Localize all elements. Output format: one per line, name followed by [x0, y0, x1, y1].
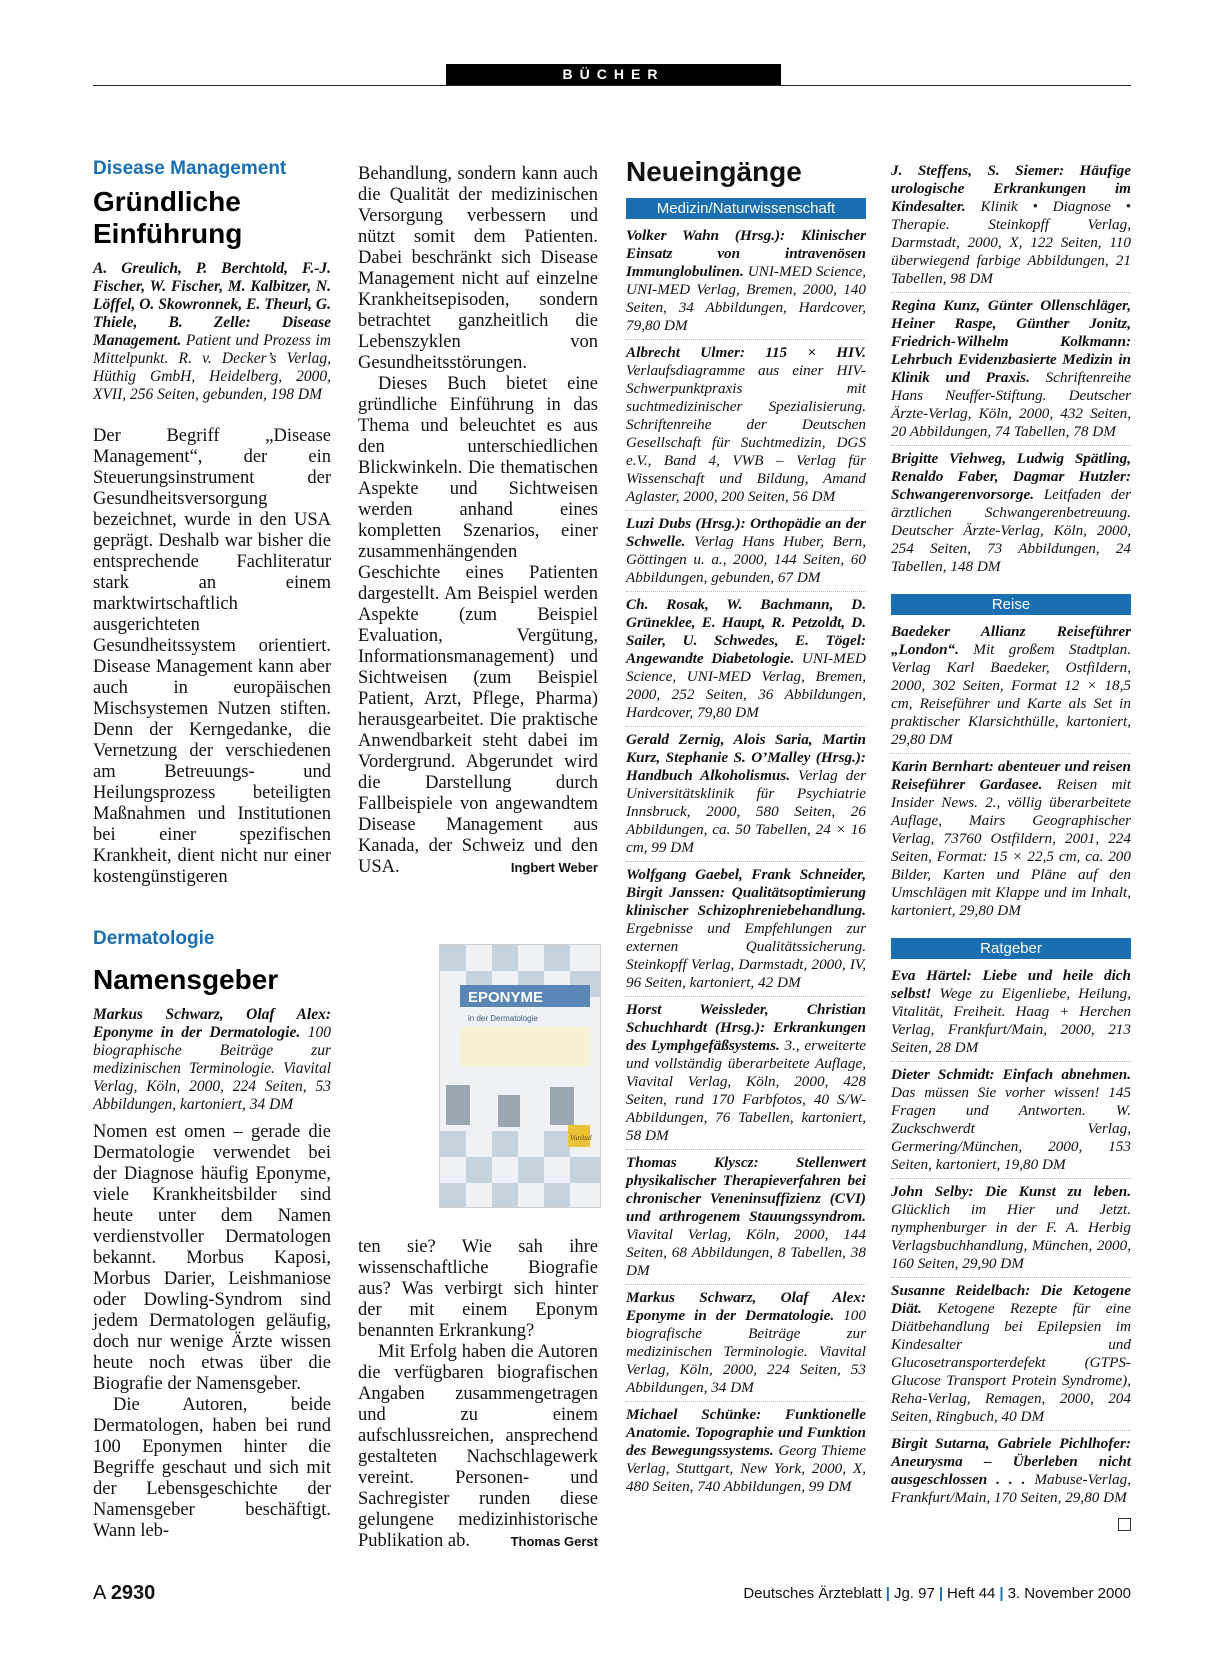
article1-col1	[93, 158, 331, 888]
separator: |	[938, 1585, 944, 1602]
book-entry-details: Georg Thieme Verlag, Stuttgart, New York, 2000, X, 480 Seiten, 740 Abbildungen, 99 DM	[626, 1442, 866, 1495]
book-list-ratgeber	[891, 967, 1131, 1511]
book-entry-author-title: Brigitte Viehweg, Ludwig Spätling, Renaldo Faber, Dagmar Hutzler: Schwangerenvorsorge.	[891, 450, 1131, 503]
book-entry-author-title: Albrecht Ulmer: 115 × HIV.	[626, 344, 866, 361]
book-entry-author-title: Regina Kunz, Günter Ollenschläger, Heiner Raspe, Günther Jonitz, Friedrich-Wilhelm Kolkmann: Lehrbuch Evidenzbasierte Medizin in Klinik und Praxis.	[891, 297, 1131, 386]
book-entry	[891, 967, 1131, 1062]
book-entry	[626, 866, 866, 997]
book-entry-details: Ketogene Rezepte für eine Diätbehandlung bei Epilepsien im Kindesalter und Glucosetransporterdefekt (GTPS-Glucose Transport Protein Syndrome), Reha-Verlag, Remagen, 2000, 204 Seiten, Ringbuch, 40 DM	[891, 1300, 1131, 1425]
section-bar-reise: Reise	[891, 594, 1131, 615]
section-bar-medizin: Medizin/Naturwissenschaft	[626, 198, 866, 219]
book-entry-details: UNI-MED Science, UNI-MED Verlag, Bremen, 2000, 252 Seiten, 36 Abbildungen, Hardcover, 79,80 DM	[626, 650, 866, 721]
book-entry-author-title: Karin Bernhart: abenteuer und reisen Reiseführer Gardasee.	[891, 758, 1131, 793]
book-entry-details: Das müssen Sie vorher wissen! 145 Fragen und Antworten. W. Zuckschwerdt Verlag, Germering/München, 2000, 153 Seiten, kartoniert, 19,80 DM	[891, 1084, 1131, 1173]
book-entry-details: Wege zu Eigenliebe, Heilung, Vitalität, Freiheit. Haag + Herchen Verlag, Frankfurt/Main, 2000, 213 Seiten, 28 DM	[891, 985, 1131, 1056]
article1-body-col2	[358, 164, 598, 878]
article2-body-col1	[93, 1122, 331, 1542]
book-entry-author-title: Susanne Reidelbach: Die Ketogene Diät.	[891, 1282, 1131, 1317]
book-entry	[626, 1001, 866, 1150]
book-entry	[626, 1406, 866, 1500]
book-entry-author-title: Volker Wahn (Hrsg.): Klinischer Einsatz von intravenösen Immunglobulinen.	[626, 227, 866, 280]
book-list-reise	[891, 623, 1131, 924]
page-number	[93, 1582, 155, 1605]
book-entry-author-title: Gerald Zernig, Alois Saria, Martin Kurz, Stephanie S. O’Malley (Hrsg.): Handbuch Alkoholismus.	[626, 731, 866, 784]
book-entry-author-title: Thomas Klyscz: Stellenwert physikalischer Therapieverfahren bei chronischer Veneninsuffizienz (CVI) und arthrogenem Stauungssyndrom.	[626, 1154, 866, 1225]
book-list-medizin-cont	[891, 162, 1131, 580]
book-entry	[626, 1154, 866, 1285]
article2-bibliography	[93, 1006, 331, 1114]
page-number-value: 2930	[110, 1582, 156, 1604]
section-bar-ratgeber: Ratgeber	[891, 938, 1131, 959]
article2-kicker: Dermatologie	[93, 928, 215, 949]
book-cover-image	[439, 944, 601, 1208]
article1-bib-details: Patient und Prozess im Mittelpunkt. R. v. Decker’s Verlag, Hüthig GmbH, Heidelberg, 2000, XVII, 256 Seiten, gebunden, 198 DM	[93, 332, 331, 403]
article2-body-col2	[358, 1237, 598, 1552]
book-entry	[891, 758, 1131, 924]
article2-paragraph: Mit Erfolg haben die Autoren die verfügbaren biografischen Angaben zusammengetragen und zu einem aufschlussreichen, ansprechend gestalteten Nachschlagewerk vereint. Personen- und Sachregister runden diese gelungene medizinhistorische Publikation ab.	[358, 1342, 598, 1551]
article1-bib-authors: A. Greulich, P. Berchtold, F.-J. Fischer, W. Fischer, M. Kalbitzer, N. Löffel, O. Skowronnek, E. Theurl, G. Thiele, B. Zelle: Disease Management.	[93, 260, 331, 349]
journal-issue: Heft 44	[947, 1585, 996, 1602]
article2-col1	[93, 928, 331, 1542]
separator: |	[999, 1585, 1004, 1602]
book-entry	[891, 1282, 1131, 1431]
book-entry	[891, 162, 1131, 293]
book-entry-details: Verlaufsdiagramme aus einer HIV-Schwerpunktpraxis mit suchtmedizinischer Spezialisierung. Schriftenreihe der Deutschen Gesellschaft für Suchtmedizin, DGS e.V., Band 4, VWB – Verlag für Wissenschaft und Bildung, Amand Aglaster, 2000, 200 Seiten, 56 DM	[626, 362, 866, 505]
separator: |	[885, 1585, 890, 1602]
article2-paragraph: Nomen est omen – gerade die Dermatologie verwendet bei der Diagnose häufig Eponyme, viele Krankheitsbilder sind heute unter dem Namen verdienstvoller Dermatologen bekannt. Morbus Kaposi, Morbus Darier, Leishmaniose oder Dowling-Syndrom sind jedem Dermatologen geläufig, doch nur wenige Ärzte wissen heute noch etwas über die Biografie der Namensgeber.	[93, 1122, 331, 1394]
book-entry	[891, 1066, 1131, 1179]
book-entry-details: Schriftenreihe Hans Neuffer-Stiftung. Deutscher Ärzte-Verlag, Köln, 2000, 432 Seiten, 20 Abbildungen, 74 Tabellen, 78 DM	[891, 369, 1131, 440]
book-entry-details: Reisen mit Insider News. 2., völlig überarbeitete Auflage, Mairs Geographischer Verlag, 73760 Ostfildern, 2001, 224 Seiten, Format: 15 × 22,5 cm, ca. 200 Bilder, Karten und Pläne auf den Umschlägen mit Klappe und im Inhalt, kartoniert, 29,80 DM	[891, 776, 1131, 919]
book-cover-title: EPONYME	[468, 989, 544, 1006]
book-entry-details: Leitfaden der ärztlichen Schwangerenbetreuung. Deutscher Ärzte-Verlag, Köln, 2000, 254 Seiten, 73 Abbildungen, 24 Tabellen, 148 DM	[891, 486, 1131, 575]
end-of-article-mark	[1118, 1518, 1131, 1531]
article1-paragraph: Behandlung, sondern kann auch die Qualität der medizinischen Versorgung verbessern und nützt somit dem Patienten. Dabei beschränkt sich Disease Management nicht auf einzelne Krankheitsepisoden, sondern betrachtet ganzheitlich die Lebenszyklen von Gesundheitsstörungen.	[358, 164, 598, 373]
book-cover-graphic	[440, 945, 600, 1207]
book-entry-details: Mabuse-Verlag, Frankfurt/Main, 170 Seiten, 29,80 DM	[891, 1471, 1131, 1506]
book-entry-author-title: Eva Härtel: Liebe und heile dich selbst!	[891, 967, 1131, 1002]
book-entry	[891, 1183, 1131, 1278]
book-entry-author-title: Birgit Sutarna, Gabriele Pichlhofer: Aneurysma – Überleben nicht ausgeschlossen . . .	[891, 1435, 1131, 1488]
article1-body-col1	[93, 426, 331, 888]
book-entry	[891, 623, 1131, 754]
article2-bib-authors: Markus Schwarz, Olaf Alex: Eponyme in der Dermatologie.	[93, 1006, 331, 1041]
article2-paragraph: ten sie? Wie sah ihre wissenschaftliche Biografie aus? Was verbirgt sich hinter der mit einem Eponym benannten Erkrankung?	[358, 1237, 598, 1341]
book-entry	[891, 450, 1131, 580]
header-rule	[93, 85, 1131, 86]
journal-volume: Jg. 97	[893, 1585, 935, 1602]
article1-title-line1: Gründliche	[93, 186, 241, 217]
book-entry-details: Verlag Hans Huber, Bern, Göttingen u. a., 2000, 144 Seiten, 60 Abbildungen, gebunden, 67 DM	[626, 533, 866, 586]
article1-paragraph: Der Begriff „Disease Management“, der ein Steuerungsinstrument der Gesundheitsversorgung bezeichnet, wurde in den USA geprägt. Deshalb war bisher die entsprechende Fachliteratur stark an einem marktwirtschaftlich ausgerichteten Gesundheitssystem orientiert. Disease Management kann aber auch in europäischen Mischsystemen Nutzen stiften. Denn der Kerngedanke, die Vernetzung der verschiedenen am Betreuungs- und Heilungsprozess beteiligten Maßnahmen und Institutionen bei einer spezifischen Krankheit, dient nicht nur einer kostengünstigeren	[93, 426, 331, 887]
article2-paragraph: Die Autoren, beide Dermatologen, haben bei rund 100 Eponymen hinter die Begriffe geschaut und sich mit der Lebensgeschichte der Namensgeber beschäftigt. Wann leb-	[93, 1395, 331, 1541]
article2-title: Namensgeber	[93, 964, 279, 995]
neueingaenge-col3	[626, 156, 866, 1504]
book-entry	[626, 1289, 866, 1402]
section-tag: BÜCHER	[446, 64, 781, 85]
book-entry-author-title: Michael Schünke: Funktionelle Anatomie. Topographie und Funktion des Bewegungssystems.	[626, 1406, 866, 1459]
article1-paragraph: Dieses Buch bietet eine gründliche Einführung in das Thema und beleuchtet es aus den unterschiedlichen Blickwinkeln. Die thematischen Aspekte und Sichtweisen werden anhand eines kompletten Szenarios, einer zusammenhängenden Geschichte eines Patienten dargestellt. Am Beispiel werden Aspekte (zum Beispiel Evaluation, Vergütung, Informationsmanagement) und Sichtweisen (zum Beispiel Patient, Arzt, Pflege, Pharma) herausgearbeitet. Die praktische Anwendbarkeit steht dabei im Vordergrund. Abgerundet wird die Darstellung durch Fallbeispiele von angewandtem Disease Management aus Kanada, der Schweiz und den USA.	[358, 374, 598, 877]
book-cover-logo: Viavital	[570, 1134, 592, 1142]
book-cover-subtitle: in der Dermatologie	[468, 1014, 538, 1023]
book-list-medizin	[626, 227, 866, 1500]
page-prefix: A	[93, 1582, 106, 1604]
book-entry-author-title: Luzi Dubs (Hrsg.): Orthopädie an der Schwelle.	[626, 515, 866, 550]
article1-col2	[358, 164, 598, 878]
book-entry-author-title: Ch. Rosak, W. Bachmann, D. Grüneklee, E. Haupt, R. Petzoldt, D. Sailer, U. Schwedes, E. Tögel: Angewandte Diabetologie.	[626, 596, 866, 667]
neueingaenge-col4	[891, 162, 1131, 1531]
article1-title	[93, 186, 331, 250]
book-entry-author-title: Markus Schwarz, Olaf Alex: Eponyme in der Dermatologie.	[626, 1289, 866, 1324]
journal-name: Deutsches Ärzteblatt	[743, 1585, 882, 1602]
book-entry-details: Glücklich im Hier und Jetzt. nymphenburger in der F. A. Herbig Verlagsbuchhandlung, München, 2000, 160 Seiten, 29,90 DM	[891, 1201, 1131, 1272]
book-entry-author-title: J. Steffens, S. Siemer: Häufige urologische Erkrankungen im Kindesalter.	[891, 162, 1131, 215]
book-entry	[626, 344, 866, 511]
book-entry-details: Ergebnisse und Empfehlungen zur externen Qualitätssicherung. Steinkopff Verlag, Darmstadt, 2000, IV, 96 Seiten, kartoniert, 42 DM	[626, 920, 866, 991]
article1-author: Ingbert Weber	[510, 860, 598, 875]
book-entry	[626, 731, 866, 862]
book-entry-author-title: Horst Weissleder, Christian Schuchhardt (Hrsg.): Erkrankungen des Lymphgefäßsystems.	[626, 1001, 866, 1054]
book-entry-author-title: Dieter Schmidt: Einfach abnehmen.	[891, 1066, 1131, 1083]
neueingaenge-title: Neueingänge	[626, 156, 802, 187]
book-entry-details: Viavital Verlag, Köln, 2000, 144 Seiten, 68 Abbildungen, 8 Tabellen, 38 DM	[626, 1226, 866, 1279]
article2-bib-details: 100 biographische Beiträge zur medizinischen Terminologie. Viavital Verlag, Köln, 2000, 224 Seiten, 53 Abbildungen, kartoniert, 34 DM	[93, 1024, 331, 1113]
article2-col2	[358, 1237, 598, 1552]
book-entry-details: Mit großem Stadtplan. Verlag Karl Baedeker, Ostfildern, 2000, 302 Seiten, Format 12 × 18,5 cm, Reiseführer und Karte als Set in praktischer Klarsichthülle, kartoniert, 29,80 DM	[891, 641, 1131, 748]
article2-author: Thomas Gerst	[510, 1534, 598, 1549]
book-entry	[626, 596, 866, 727]
book-entry-details: UNI-MED Science, UNI-MED Verlag, Bremen, 2000, 140 Seiten, 34 Abbildungen, Hardcover, 79,80 DM	[626, 263, 866, 334]
book-entry	[891, 1435, 1131, 1511]
book-entry	[626, 227, 866, 340]
book-entry	[626, 515, 866, 592]
book-entry-author-title: Baedeker Allianz Reiseführer „London“.	[891, 623, 1131, 658]
journal-info	[743, 1585, 1131, 1602]
book-entry-author-title: John Selby: Die Kunst zu leben.	[891, 1183, 1131, 1200]
book-entry-author-title: Wolfgang Gaebel, Frank Schneider, Birgit Janssen: Qualitätsoptimierung klinischer Schizophreniebehandlung.	[626, 866, 866, 919]
article1-bibliography	[93, 260, 331, 404]
article1-title-line2: Einführung	[93, 218, 243, 249]
journal-date: 3. November 2000	[1007, 1585, 1131, 1602]
article1-kicker: Disease Management	[93, 158, 287, 179]
book-entry-details: Klinik • Diagnose • Therapie. Steinkopff Verlag, Darmstadt, 2000, X, 122 Seiten, 110 überwiegend farbige Abbildungen, 21 Tabellen, 98 DM	[891, 198, 1131, 287]
book-entry-details: Verlag der Universitätsklinik für Psychiatrie Innsbruck, 2000, 580 Seiten, 26 Abbildungen, ca. 50 Tabellen, 24 × 16 cm, 99 DM	[626, 767, 866, 856]
book-entry	[891, 297, 1131, 446]
book-entry-details: 100 biografische Beiträge zur medizinischen Terminologie. Viavital Verlag, Köln, 2000, 224 Seiten, 53 Abbildungen, 34 DM	[626, 1307, 866, 1396]
book-entry-details: 3., erweiterte und vollständig überarbeitete Auflage, Viavital Verlag, Köln, 2000, 428 Seiten, rund 170 Farbfotos, 40 S/W-Abbildungen, 76 Tabellen, kartoniert, 58 DM	[626, 1037, 866, 1144]
